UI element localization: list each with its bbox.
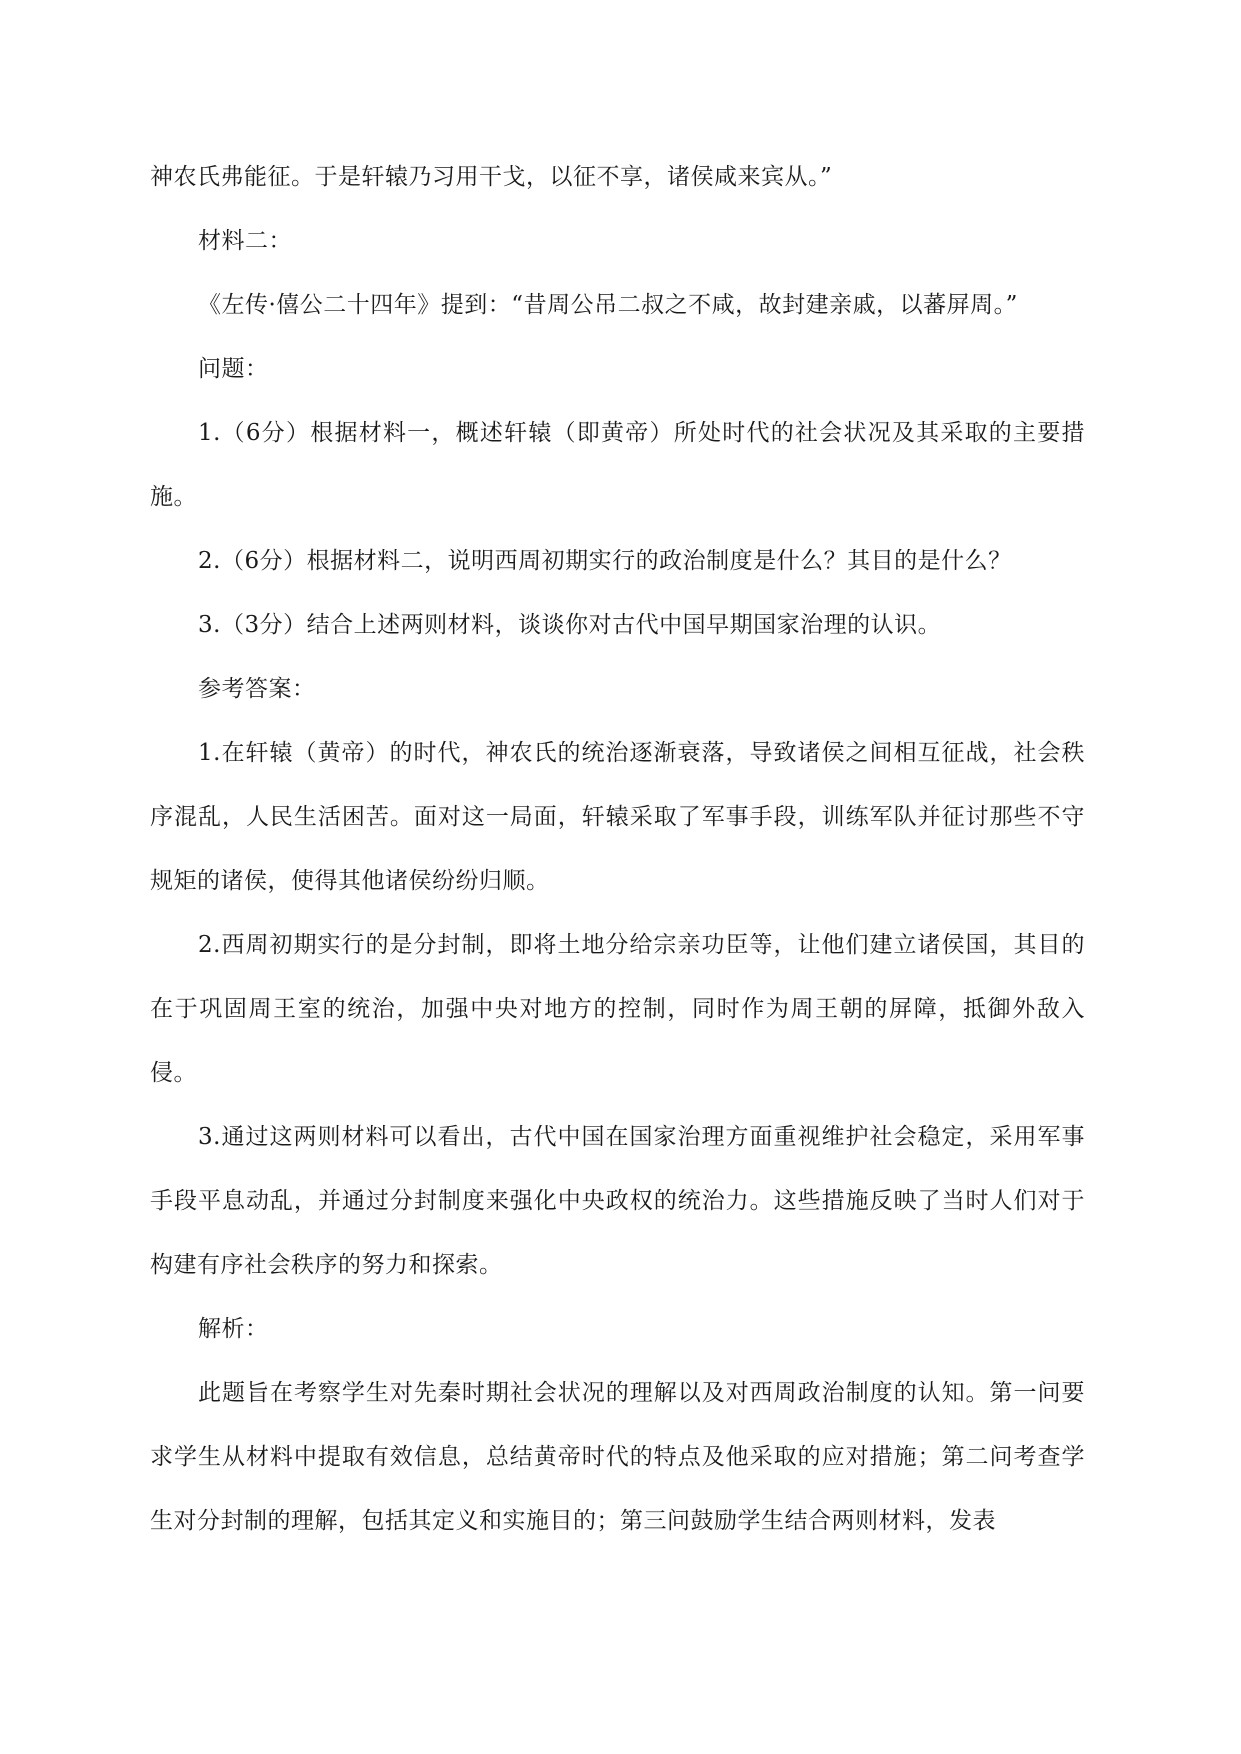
document-body (150, 145, 1085, 1553)
answer-2: 2.西周初期实行的是分封制，即将土地分给宗亲功臣等，让他们建立诸侯国，其目的在于巩固周王室的统治，加强中央对地方的控制，同时作为周王朝的屏障，抵御外敌入侵。 (150, 932, 1085, 1086)
question-3: 3.（3分）结合上述两则材料，谈谈你对古代中国早期国家治理的认识。 (198, 612, 942, 638)
material-two-heading: 材料二： (198, 228, 292, 254)
answers-heading: 参考答案： (198, 676, 316, 702)
analysis-body: 此题旨在考察学生对先秦时期社会状况的理解以及对西周政治制度的认知。第一问要求学生从材料中提取有效信息，总结黄帝时代的特点及他采取的应对措施；第二问考查学生对分封制的理解，包括其定义和实施目的；第三问鼓励学生结合两则材料，发表 (150, 1380, 1085, 1534)
questions-heading: 问题： (198, 356, 269, 382)
paragraph-continuation: 神农氏弗能征。于是轩辕乃习用干戈，以征不享，诸侯咸来宾从。” (150, 164, 833, 190)
answer-1: 1.在轩辕（黄帝）的时代，神农氏的统治逐渐衰落，导致诸侯之间相互征战，社会秩序混乱，人民生活困苦。面对这一局面，轩辕采取了军事手段，训练军队并征讨那些不守规矩的诸侯，使得其他诸侯纷纷归顺。 (150, 740, 1085, 894)
question-1: 1.（6分）根据材料一，概述轩辕（即黄帝）所处时代的社会状况及其采取的主要措施。 (150, 420, 1085, 510)
analysis-heading: 解析： (198, 1316, 269, 1342)
material-two-quote: 《左传·僖公二十四年》提到：“昔周公吊二叔之不咸，故封建亲戚，以蕃屏周。” (198, 292, 1018, 318)
question-2: 2.（6分）根据材料二，说明西周初期实行的政治制度是什么？其目的是什么？ (198, 548, 1012, 574)
answer-3: 3.通过这两则材料可以看出，古代中国在国家治理方面重视维护社会稳定，采用军事手段平息动乱，并通过分封制度来强化中央政权的统治力。这些措施反映了当时人们对于构建有序社会秩序的努力和探索。 (150, 1124, 1085, 1278)
